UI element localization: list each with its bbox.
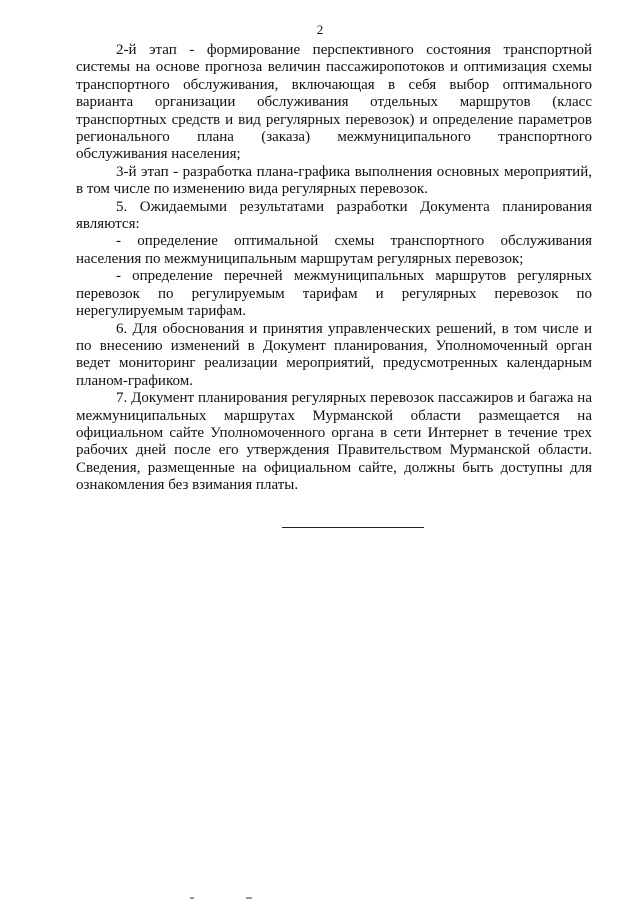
paragraph-expected-results: 5. Ожидаемыми результатами разработки Документа планирования являются: (76, 198, 592, 233)
document-body (76, 42, 592, 495)
paragraph-stage-3: 3-й этап - разработка плана-графика выполнения основных мероприятий, в том числе по изменению вида регулярных перевозок. (76, 163, 592, 198)
paragraph-publication: 7. Документ планирования регулярных перевозок пассажиров и багажа на межмуниципальных маршрутах Мурманской области размещается на официальном сайте Уполномоченного органа в сети Интернет в течение трех рабочих дней после его утверждения Правительством Мурманской области. Сведения, размещенные на официальном сайте, должны быть доступны для ознакомления без взимания платы. (76, 390, 592, 494)
closing-divider-line (282, 527, 424, 528)
scan-artifact-marks (190, 897, 290, 905)
paragraph-monitoring: 6. Для обоснования и принятия управленческих решений, в том числе и по внесению изменений в Документ планирования, Уполномоченный орган ведет мониторинг реализации мероприятий, предусмотренных календарным планом-графиком. (76, 320, 592, 389)
list-item-route-lists: - определение перечней межмуниципальных маршрутов регулярных перевозок по регулируемым тарифам и регулярных перевозок по нерегулируемым тарифам. (76, 268, 592, 320)
list-item-optimal-scheme: - определение оптимальной схемы транспортного обслуживания населения по межмуниципальным маршрутам регулярных перевозок; (76, 233, 592, 267)
paragraph-stage-2: 2-й этап - формирование перспективного состояния транспортной системы на основе прогноза величин пассажиропотоков и оптимизация схемы транспортного обслуживания, включающая в себя выбор оптимального варианта организации обслуживания отдельных маршрутов (класс транспортных средств и вид регулярных перевозок) и определение параметров регионального плана (заказа) межмуниципального транспортного обслуживания населения; (76, 42, 592, 163)
page-number: 2 (316, 22, 324, 37)
